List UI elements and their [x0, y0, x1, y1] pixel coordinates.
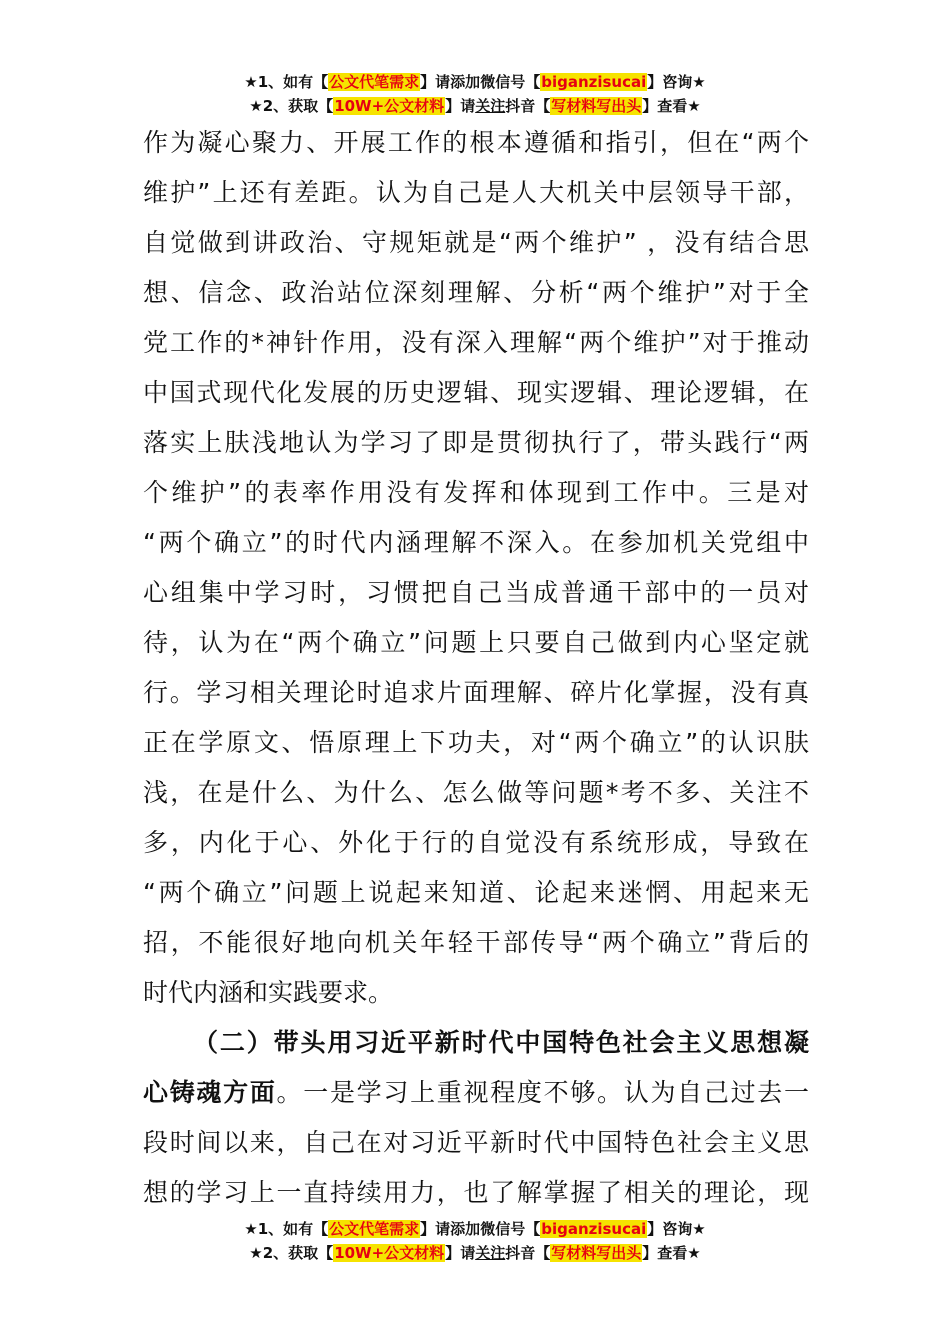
body-line: 多，内化于心、外化于行的自觉没有系统形成，导致在: [143, 828, 809, 857]
body-line: 行。学习相关理论时追求片面理解、碎片化掌握，没有真: [143, 678, 809, 707]
body-line: 落实上肤浅地认为学习了即是贯彻执行了，带头践行“两: [143, 428, 809, 457]
body-line: 中国式现代化发展的历史逻辑、现实逻辑、理论逻辑，在: [143, 378, 809, 407]
body-line: 维护”上还有差距。认为自己是人大机关中层领导干部，: [143, 178, 809, 207]
body-line: 个维护”的表率作用没有发挥和体现到工作中。三是对: [143, 478, 809, 507]
notice-highlight-materials: 10W+公文材料: [334, 1244, 445, 1262]
notice-highlight-writing: 公文代笔需求: [329, 1220, 420, 1238]
header-notice: [0, 70, 950, 118]
notice-highlight-materials: 10W+公文材料: [334, 97, 445, 115]
section-heading-continued: 心铸魂方面。一是学习上重视程度不够。认为自己过去一: [143, 1078, 809, 1107]
notice-douyin-account: 写材料写出头: [551, 1244, 642, 1262]
body-line: 正在学原文、悟原理上下功夫，对“两个确立”的认识肤: [143, 728, 809, 757]
notice-line-2: ★2、获取【10W+公文材料】请关注抖音【写材料写出头】查看★: [249, 1244, 701, 1262]
notice-line-2: ★2、获取【10W+公文材料】请关注抖音【写材料写出头】查看★: [249, 97, 701, 115]
notice-wechat-id: biganzisucai: [541, 73, 647, 91]
body-line: 时代内涵和实践要求。: [143, 978, 394, 1007]
notice-highlight-writing: 公文代笔需求: [329, 73, 420, 91]
notice-douyin-account: 写材料写出头: [551, 97, 642, 115]
document-body: [143, 118, 809, 1218]
body-line: 自觉做到讲政治、守规矩就是“两个维护” ，没有结合思: [143, 228, 809, 257]
body-line: 待，认为在“两个确立”问题上只要自己做到内心坚定就: [143, 628, 809, 657]
body-line: 段时间以来，自己在对习近平新时代中国特色社会主义思: [143, 1128, 809, 1157]
notice-line-1: ★1、如有【公文代笔需求】请添加微信号【biganzisucai】咨询★: [244, 73, 706, 91]
body-line: 浅，在是什么、为什么、怎么做等问题*考不多、关注不: [143, 778, 809, 807]
body-line: “两个确立”的时代内涵理解不深入。在参加机关党组中: [143, 528, 809, 557]
notice-line-1: ★1、如有【公文代笔需求】请添加微信号【biganzisucai】咨询★: [244, 1220, 706, 1238]
body-line: 作为凝心聚力、开展工作的根本遵循和指引，但在“两个: [143, 128, 809, 157]
body-line: “两个确立”问题上说起来知道、论起来迷惘、用起来无: [143, 878, 809, 907]
body-line: 心组集中学习时，习惯把自己当成普通干部中的一员对: [143, 578, 809, 607]
notice-wechat-id: biganzisucai: [541, 1220, 647, 1238]
body-line: 招，不能很好地向机关年轻干部传导“两个确立”背后的: [143, 928, 809, 957]
section-heading: （二）带头用习近平新时代中国特色社会主义思想凝: [193, 1028, 809, 1057]
body-line: 想的学习上一直持续用力，也了解掌握了相关的理论，现: [143, 1178, 809, 1207]
body-line: 党工作的*神针作用，没有深入理解“两个维护”对于推动: [143, 328, 809, 357]
body-line: 想、信念、政治站位深刻理解、分析“两个维护”对于全: [143, 278, 809, 307]
footer-notice: [0, 1217, 950, 1265]
